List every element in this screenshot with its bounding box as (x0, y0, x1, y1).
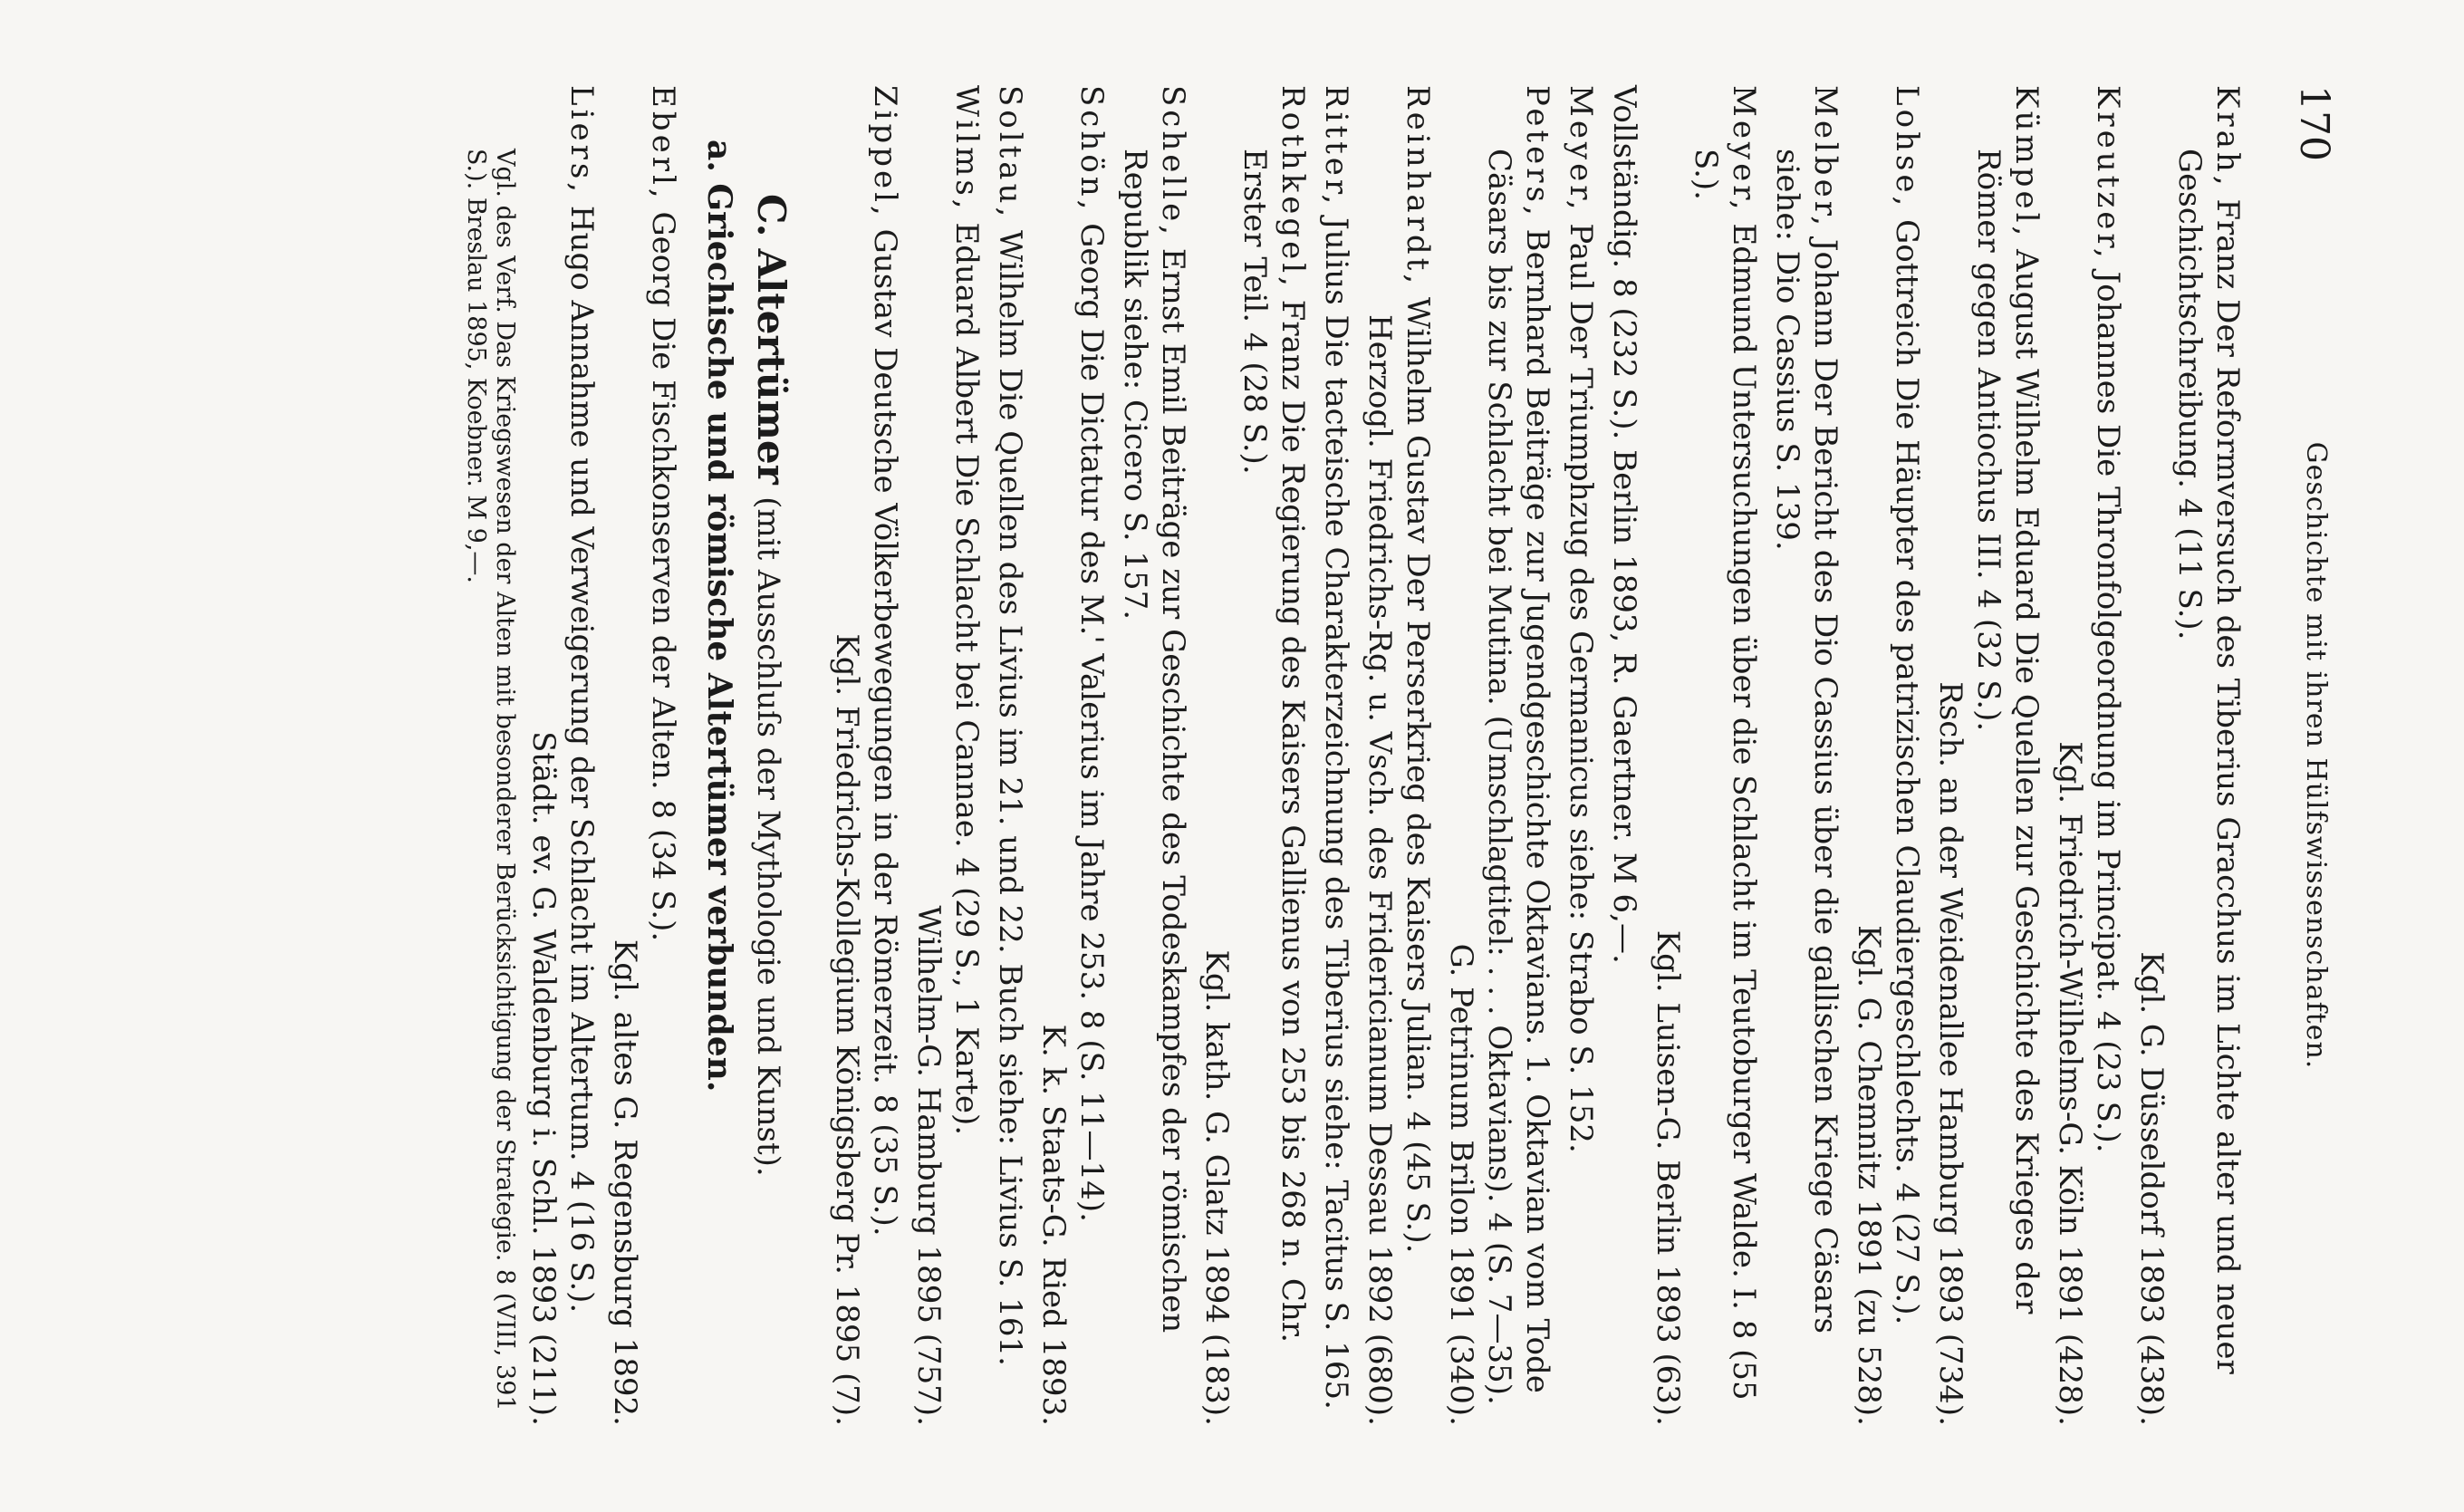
entry: Rothkegel, Franz Die Regierung des Kaisers Gallienus von 253 bis 268 n. Chr. Erster Teil. 4 (28 S.). Kgl. kath. G. Glatz 1894 (183). (1198, 85, 1311, 1426)
section-heading: C. Altertümer (mit Ausschluſs der Mythologie und Kunst). (749, 194, 794, 1177)
entry-continuation: Vollständig. 8 (232 S.). Berlin 1893, R. Gaertner. M 6,—. (1606, 85, 1642, 964)
entry: Schön, Georg Die Dictatur des M.' Valerius im Jahre 253. 8 (S. 11—14). K. k. Staats-G. Ried 1893. (1035, 85, 1110, 1426)
entry: Liers, Hugo Annahme und Verweigerung der Schlacht im Altertum. 4 (16 S.). Städt. ev. G. Waldenburg i. Schl. 1893 (211). (525, 85, 600, 1426)
entry: Meyer, Edmund Untersuchungen über die Schlacht im Teutoburger Walde. I. 8 (55 S.). Kgl. Luisen-G. Berlin 1893 (63). (1650, 85, 1762, 1426)
page-number: 170 (2291, 85, 2337, 161)
reference-note: Vgl. des Verf. Das Kriegswesen der Alten mit besonderer Berücksichtigung der Strategie. 8 (VIII, 391 S.). Breslau 1895, Koebner. M 9,—. (462, 149, 519, 1411)
entry: Reinhardt, Wilhelm Gustav Der Perserkrieg des Kaisers Julian. 4 (45 S.). Herzogl. Friedrichs-Rg. u. Vsch. des Fridericianum Dessau 1892 (680). (1362, 85, 1436, 1426)
entry: Wilms, Eduard Albert Die Schlacht bei Cannae. 4 (29 S., 1 Karte). Wilhelm-G. Hamburg 1895 (757). (910, 85, 985, 1426)
entry: Zippel, Gustav Deutsche Völkerbewegungen in der Römerzeit. 8 (35 S.). Kgl. Friedrichs-Kollegium Königsberg Pr. 1895 (7). (829, 85, 903, 1426)
entry: Krah, Franz Der Reformversuch des Tiberius Gracchus im Lichte alter und neuer Geschichtschreibung. 4 (11 S.). Kgl. G. Düsseldorf 1893 (438). (2133, 85, 2246, 1426)
entry: Meyer, Paul Der Triumphzug des Germanicus siehe: Strabo S. 152. (1563, 85, 1599, 1153)
entry: Melber, Johann Der Bericht des Dio Cassius über die gallischen Kriege Cäsars siehe: Dio Cassius S. 139. (1769, 85, 1843, 1334)
entry: Kreutzer, Johannes Die Thronfolgeordnung im Principat. 4 (23 S.). Kgl. Friedrich-Wilhelms-G. Köln 1891 (428). (2052, 85, 2126, 1426)
entry: Schelle, Ernst Emil Beiträge zur Geschichte des Todeskampfes der römischen Republik siehe: Cicero S. 157. (1117, 85, 1191, 1334)
subsection-heading: a. Griechische und römische Altertümer verbunden. (700, 140, 738, 1093)
entry: Lohse, Gottreich Die Häupter des patrizischen Claudiergeschlechts. 4 (27 S.). Kgl. G. Chemnitz 1891 (zu 528). (1851, 85, 1925, 1426)
bibliography-body (461, 85, 2247, 1426)
printed-sheet (91, 31, 2373, 1480)
running-title: Geschichte mit ihren Hülfswissenschaften. (2300, 441, 2332, 1070)
entry: Eberl, Georg Die Fischkonserven der Alten. 8 (34 S.). Kgl. altes G. Regensburg 1892. (607, 85, 681, 1426)
entry: Ritter, Julius Die tacteische Charakterzeichnung des Tiberius siehe: Tacitus S. 165. (1318, 85, 1354, 1410)
entry: Peters, Bernhard Beiträge zur Jugendgeschichte Oktavians. 1. Oktavian vom Tode Cäsars bis zur Schlacht bei Mutina. (Umschlagtitel: . . . Oktavians). 4 (S. 7—35). G. Petrinum Brilon 1891 (340). (1443, 85, 1555, 1426)
entry: Kümpel, August Wilhelm Eduard Die Quellen zur Geschichte des Krieges der Römer gegen Antiochus III. 4 (32 S.). Rsch. an der Weidenallee Hamburg 1893 (734). (1932, 85, 2045, 1426)
entry: Soltau, Wilhelm Die Quellen des Livius im 21. und 22. Buch siehe: Livius S. 161. (992, 85, 1028, 1366)
page-header (2283, 85, 2337, 1426)
